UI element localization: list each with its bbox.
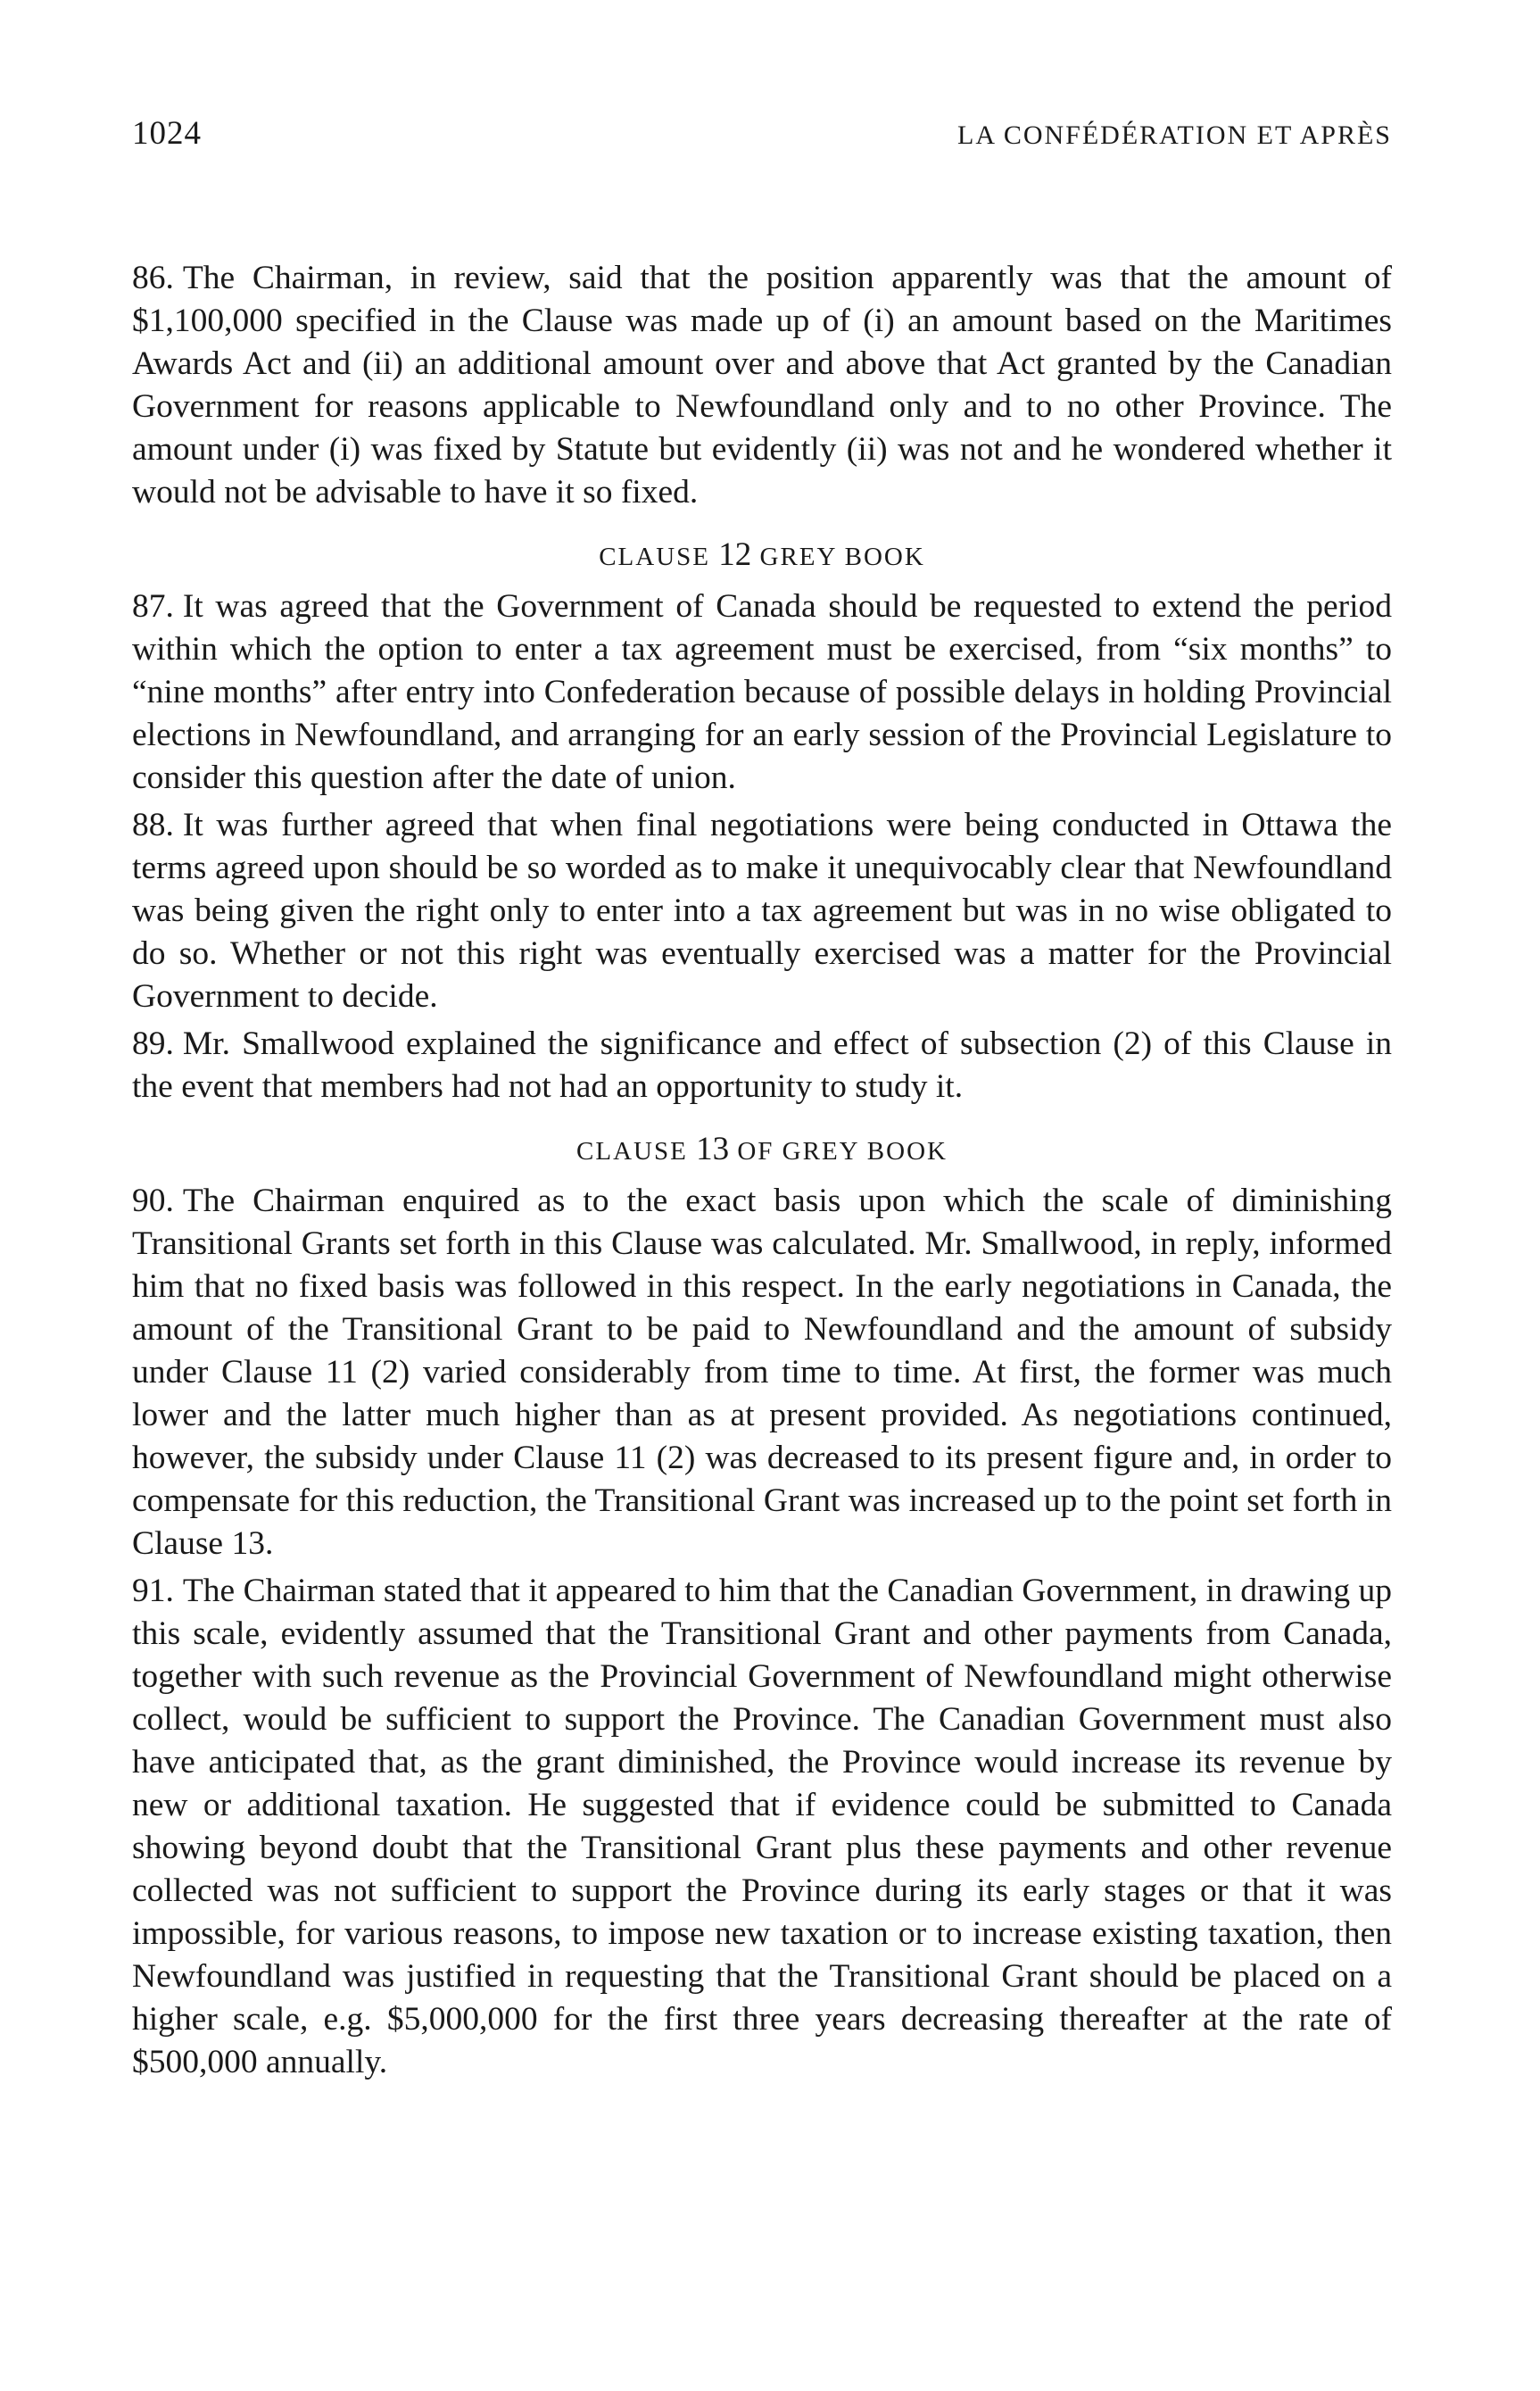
heading-number: 13 [696, 1131, 730, 1167]
paragraph-text: It was further agreed that when final negotiations were being conducted in Ottawa the terms agreed upon should be so worded as to make it unequivocably clear that Newfoundland was being given the right only to enter into a tax agreement but was in no wise obligated to do so. Whether or not this right was eventually exercised was a matter for the Provincial Government to decide. [132, 807, 1392, 1015]
section-heading-clause-13 [132, 1132, 1392, 1169]
section-heading-clause-12 [132, 537, 1392, 575]
paragraph-text: It was agreed that the Government of Canada should be requested to extend the period within which the option to enter a tax agreement must be exercised, from “six months” to “nine months” after entry into Confederation because of possible delays in holding Provincial elections in Newfoundland, and arranging for an early session of the Provincial Legislature to consider this question after the date of union. [132, 588, 1392, 796]
running-head [132, 114, 1392, 168]
paragraph-text: The Chairman enquired as to the exact basis upon which the scale of diminishing Transitional Grants set forth in this Clause was calculated. Mr. Smallwood, in reply, informed him that no fixed basis was followed in this respect. In the early negotiations in Canada, the amount of the Transitional Grant to be paid to Newfoundland and the amount of subsidy under Clause 11 (2) varied considerably from time to time. At first, the former was much lower and the latter much higher than as at present provided. As negotiations continued, however, the subsidy under Clause 11 (2) was decreased to its present figure and, in order to compensate for this reduction, the Transitional Grant was increased up to the point set forth in Clause 13. [132, 1183, 1392, 1562]
paragraph-number: 87. [132, 588, 174, 625]
paragraph-number: 86. [132, 260, 174, 296]
paragraph-91 [132, 1570, 1392, 2084]
paragraph-text: The Chairman stated that it appeared to him that the Canadian Government, in drawing up this scale, evidently assumed that the Transitional Grant and other payments from Canada, together with such revenue as the Provincial Government of Newfoundland might otherwise collect, would be sufficient to support the Province. The Canadian Government must also have anticipated that, as the grant diminished, the Province would increase its revenue by new or additional taxation. He suggested that if evidence could be submitted to Canada showing beyond doubt that the Transitional Grant plus these payments and other revenue collected was not sufficient to support the Province during its early stages or that it was impossible, for various reasons, to impose new taxation or to increase existing taxation, then Newfoundland was justified in requesting that the Transitional Grant should be placed on a higher scale, e.g. $5,000,000 for the first three years decreasing thereafter at the rate of $500,000 annually. [132, 1573, 1392, 2080]
document-page [132, 114, 1392, 2088]
paragraph-number: 88. [132, 807, 174, 843]
paragraph-number: 89. [132, 1025, 174, 1062]
paragraph-90 [132, 1180, 1392, 1565]
heading-prefix: CLAUSE [576, 1137, 697, 1166]
heading-number: 12 [718, 536, 752, 573]
paragraph-88 [132, 804, 1392, 1018]
paragraph-86 [132, 257, 1392, 514]
heading-suffix: GREY BOOK [751, 543, 925, 571]
paragraph-text: Mr. Smallwood explained the significance and effect of subsection (2) of this Clause in the event that members had not had an opportunity to study it. [132, 1025, 1392, 1105]
page-number: 1024 [132, 115, 202, 152]
heading-prefix: CLAUSE [599, 543, 719, 571]
heading-suffix: OF GREY BOOK [729, 1137, 948, 1166]
paragraph-87 [132, 585, 1392, 800]
paragraph-number: 90. [132, 1183, 174, 1219]
body-text [132, 257, 1392, 2084]
running-title: LA CONFÉDÉRATION ET APRÈS [957, 120, 1392, 150]
paragraph-number: 91. [132, 1573, 174, 1609]
paragraph-89 [132, 1023, 1392, 1108]
paragraph-text: The Chairman, in review, said that the position apparently was that the amount of $1,100,000 specified in the Clause was made up of (i) an amount based on the Maritimes Awards Act and (ii) an additional amount over and above that Act granted by the Canadian Government for reasons applicable to Newfoundland only and to no other Province. The amount under (i) was fixed by Statute but evidently (ii) was not and he wondered whether it would not be advisable to have it so fixed. [132, 260, 1392, 511]
